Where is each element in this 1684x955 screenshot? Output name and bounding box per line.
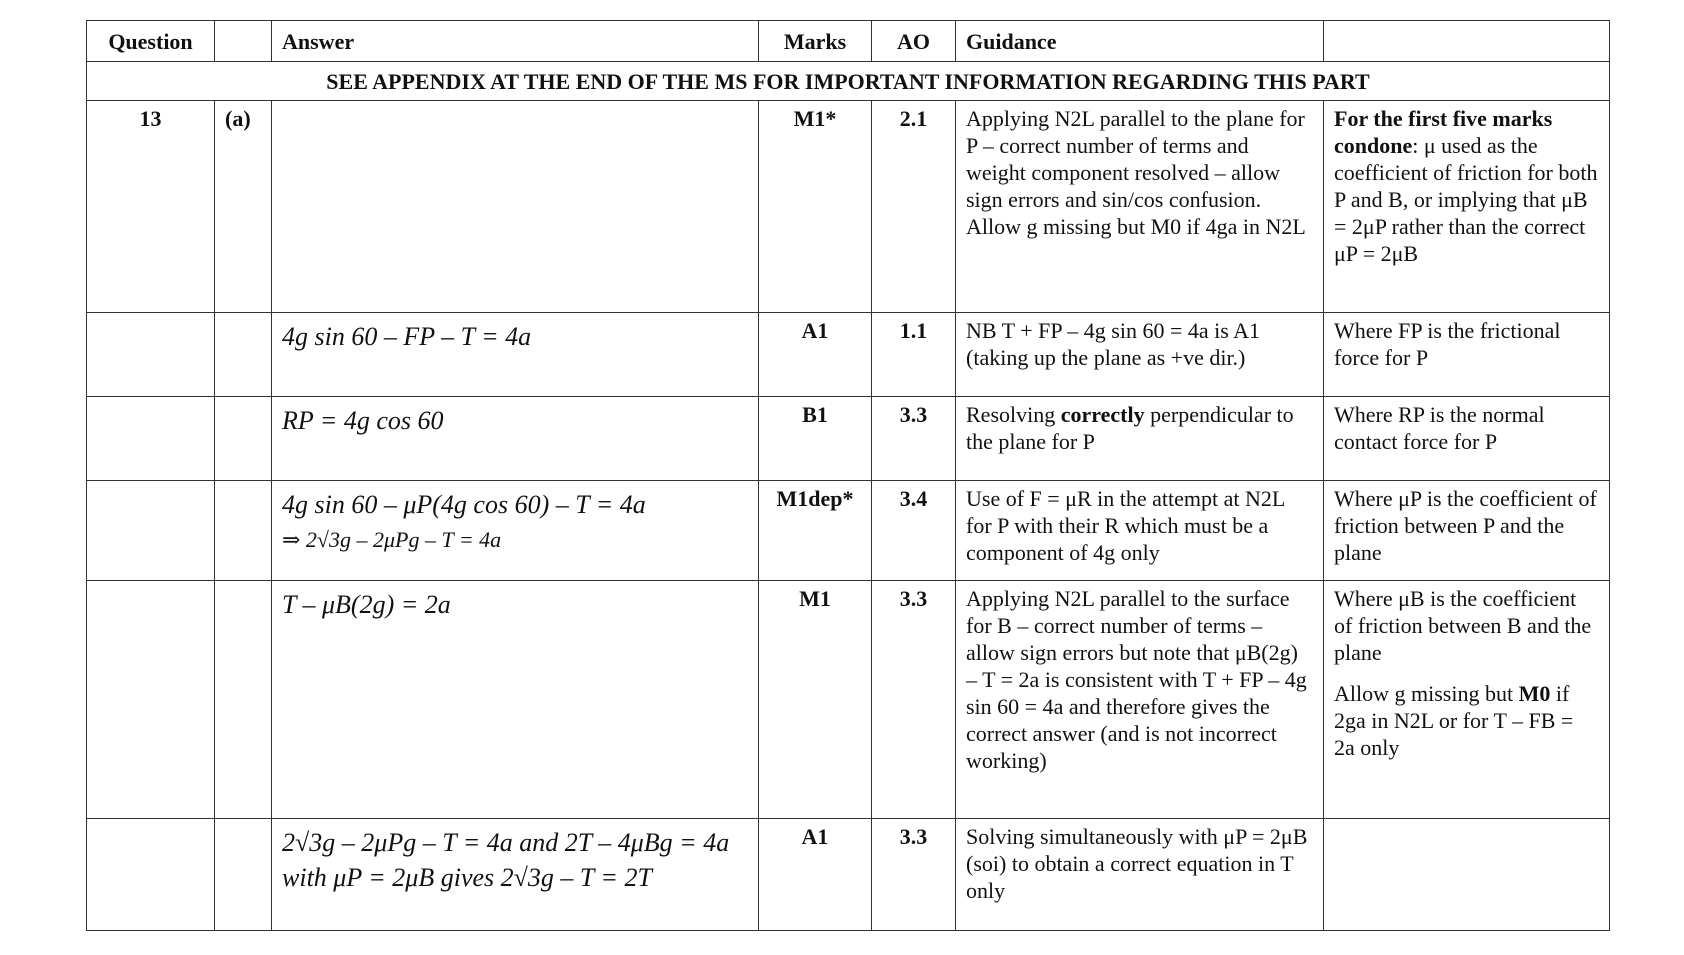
extra-cell: Where RP is the normal contact force for P [1324,397,1610,481]
header-extra [1324,21,1610,62]
question-number [87,397,215,481]
marks-cell: M1dep* [759,481,872,581]
header-row [87,21,1610,62]
appendix-banner: SEE APPENDIX AT THE END OF THE MS FOR IMPORTANT INFORMATION REGARDING THIS PART [87,62,1610,101]
extra-text-2: Allow g missing but [1334,681,1519,706]
banner-row [87,62,1610,101]
question-number [87,819,215,931]
mark-scheme-table [86,20,1610,931]
marks-cell: A1 [759,819,872,931]
guidance-cell [956,397,1324,481]
guidance-cell: Applying N2L parallel to the plane for P – correct number of terms and weight component resolved – allow sign errors and sin/cos confusion. Allow g missing but M0 if 4ga in N2L [956,101,1324,313]
extra-bold-text: For the first five marks condone [1334,106,1553,158]
answer-equation-2: with μP = 2μB gives 2√3g – T = 2T [282,863,652,892]
guidance-cell: Use of F = μR in the attempt at N2L for P with their R which must be a component of 4g only [956,481,1324,581]
question-number: 13 [87,101,215,313]
header-question: Question [87,21,215,62]
guidance-text: perpendicular to the plane for P [966,402,1294,454]
answer-cell [272,313,759,397]
answer-equation-2: ⇒ 2√3g – 2μPg – T = 4a [282,527,502,552]
table-row [87,101,1610,313]
extra-cell: Where FP is the frictional force for P [1324,313,1610,397]
question-part [215,581,272,819]
table-row [87,397,1610,481]
answer-equation: RP = 4g cos 60 [282,406,444,435]
header-marks: Marks [759,21,872,62]
table-row [87,481,1610,581]
answer-equation: 4g sin 60 – μP(4g cos 60) – T = 4a [282,490,646,519]
question-number [87,313,215,397]
guidance-cell: Applying N2L parallel to the surface for B – correct number of terms – allow sign errors but note that μB(2g) – T = 2a is consistent with T + FP – 4g sin 60 = 4a and therefore gives the correct answer (and is not incorrect working) [956,581,1324,819]
question-part [215,819,272,931]
ao-cell: 3.3 [872,397,956,481]
table-row [87,819,1610,931]
question-part [215,313,272,397]
answer-cell [272,397,759,481]
extra-cell [1324,101,1610,313]
answer-cell [272,581,759,819]
question-number [87,481,215,581]
marks-cell: A1 [759,313,872,397]
ao-cell: 1.1 [872,313,956,397]
question-part [215,397,272,481]
header-ao: AO [872,21,956,62]
extra-cell: Where μP is the coefficient of friction between P and the plane [1324,481,1610,581]
extra-bold-text: M0 [1518,681,1551,706]
answer-cell [272,819,759,931]
table-row [87,313,1610,397]
table-row [87,581,1610,819]
question-part: (a) [215,101,272,313]
ao-cell: 3.4 [872,481,956,581]
extra-text-3: if 2ga in N2L or for T – FB = 2a only [1334,681,1574,760]
header-part [215,21,272,62]
header-guidance: Guidance [956,21,1324,62]
guidance-cell: Solving simultaneously with μP = 2μB (soi) to obtain a correct equation in T only [956,819,1324,931]
ao-cell: 3.3 [872,581,956,819]
question-number [87,581,215,819]
marks-cell: M1 [759,581,872,819]
extra-text: Where μB is the coefficient of friction between B and the plane [1334,586,1592,665]
marks-cell: M1* [759,101,872,313]
marks-cell: B1 [759,397,872,481]
answer-cell [272,481,759,581]
answer-cell [272,101,759,313]
question-part [215,481,272,581]
header-answer: Answer [272,21,759,62]
guidance-bold-text: correctly [1060,402,1145,427]
guidance-text: Resolving [966,402,1061,427]
ao-cell: 2.1 [872,101,956,313]
extra-cell [1324,581,1610,819]
ao-cell: 3.3 [872,819,956,931]
answer-equation: T – μB(2g) = 2a [282,590,451,619]
answer-equation: 4g sin 60 – FP – T = 4a [282,322,532,351]
extra-cell [1324,819,1610,931]
extra-text: : μ used as the coefficient of friction for both P and B, or implying that μB = 2μP rather than the correct μP = 2μB [1334,133,1598,266]
answer-equation: 2√3g – 2μPg – T = 4a and 2T – 4μBg = 4a [282,828,730,857]
guidance-cell: NB T + FP – 4g sin 60 = 4a is A1 (taking up the plane as +ve dir.) [956,313,1324,397]
